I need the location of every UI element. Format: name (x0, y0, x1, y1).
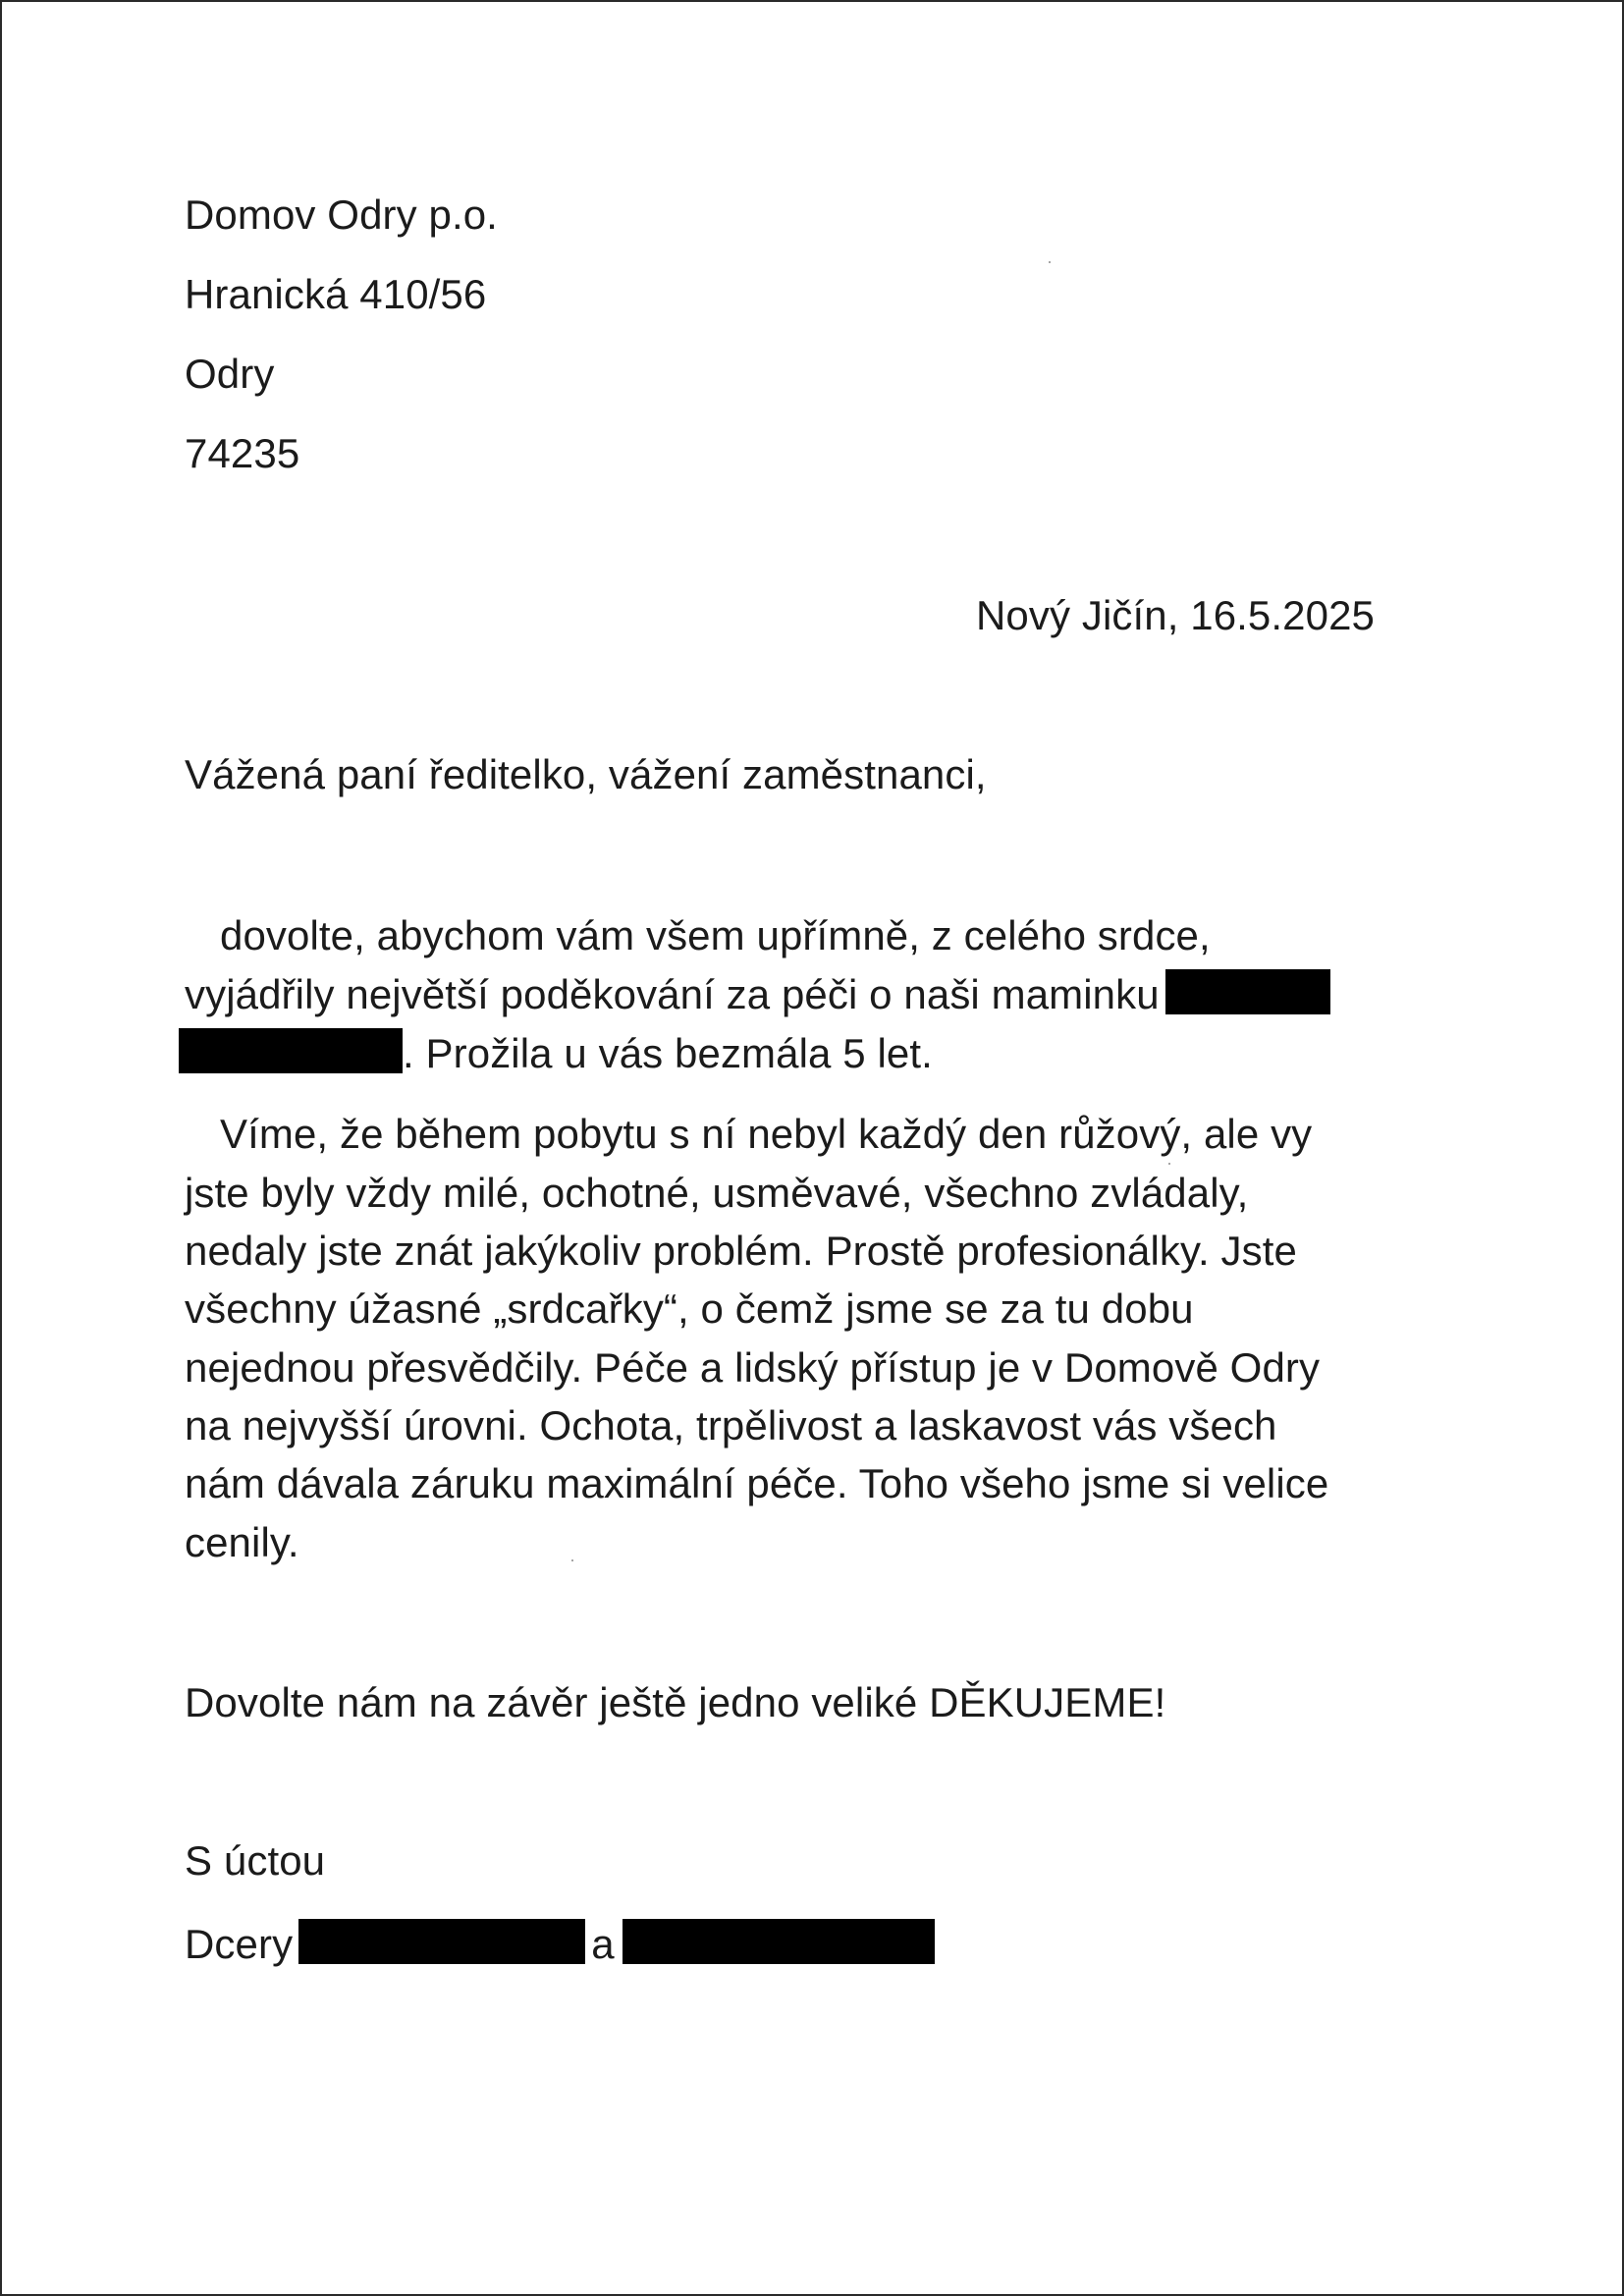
paragraph2-line8: cenily. (185, 1519, 299, 1565)
paragraph2-line1: Víme, že během pobytu s ní nebyl každý den růžový, ale vy (220, 1111, 1313, 1157)
paragraph1-line3-text: . Prožila u vás bezmála 5 let. (403, 1030, 933, 1076)
paragraph1-line3 (179, 1028, 933, 1078)
signoff: S úctou (185, 1837, 326, 1884)
redacted-daughter-1 (298, 1919, 585, 1964)
recipient-name: Domov Odry p.o. (185, 191, 498, 238)
redacted-name-2 (179, 1028, 403, 1073)
signature-prefix: Dcery (185, 1921, 294, 1967)
scan-speck (571, 1559, 573, 1561)
paragraph1-line1: dovolte, abychom vám všem upřímně, z celého srdce, (220, 912, 1211, 958)
paragraph2-line7: nám dávala záruku maximální péče. Toho všeho jsme si velice (185, 1460, 1329, 1506)
scan-speck (1168, 1163, 1170, 1165)
paragraph1-line2 (185, 969, 1330, 1019)
paragraph2-line3: nedaly jste znát jakýkoliv problém. Prostě profesionálky. Jste (185, 1228, 1297, 1274)
paragraph2-line5: nejednou přesvědčily. Péče a lidský přístup je v Domově Odry (185, 1344, 1321, 1391)
redacted-daughter-2 (623, 1919, 935, 1964)
signature-line (185, 1919, 935, 1969)
paragraph2-line6: na nejvyšší úrovni. Ochota, trpělivost a laskavost vás všech (185, 1402, 1277, 1449)
recipient-postal-code: 74235 (185, 430, 300, 476)
paragraph1-line2-text: vyjádřily největší poděkování za péči o naši maminku (185, 971, 1160, 1017)
signature-conjunction: a (591, 1921, 615, 1967)
salutation: Vážená paní ředitelko, vážení zaměstnanci, (185, 751, 987, 797)
redacted-name-1 (1165, 969, 1330, 1014)
place-date: Nový Jičín, 16.5.2025 (975, 592, 1375, 638)
recipient-street: Hranická 410/56 (185, 271, 487, 317)
paragraph2-line4: všechny úžasné „srdcařky“, o čemž jsme se za tu dobu (185, 1285, 1194, 1332)
paragraph2-line2: jste byly vždy milé, ochotné, usměvavé, všechno zvládaly, (185, 1170, 1249, 1216)
scan-speck (1049, 261, 1051, 263)
closing-thanks: Dovolte nám na závěr ještě jedno veliké DĚKUJEME! (185, 1679, 1166, 1725)
recipient-city: Odry (185, 351, 275, 397)
